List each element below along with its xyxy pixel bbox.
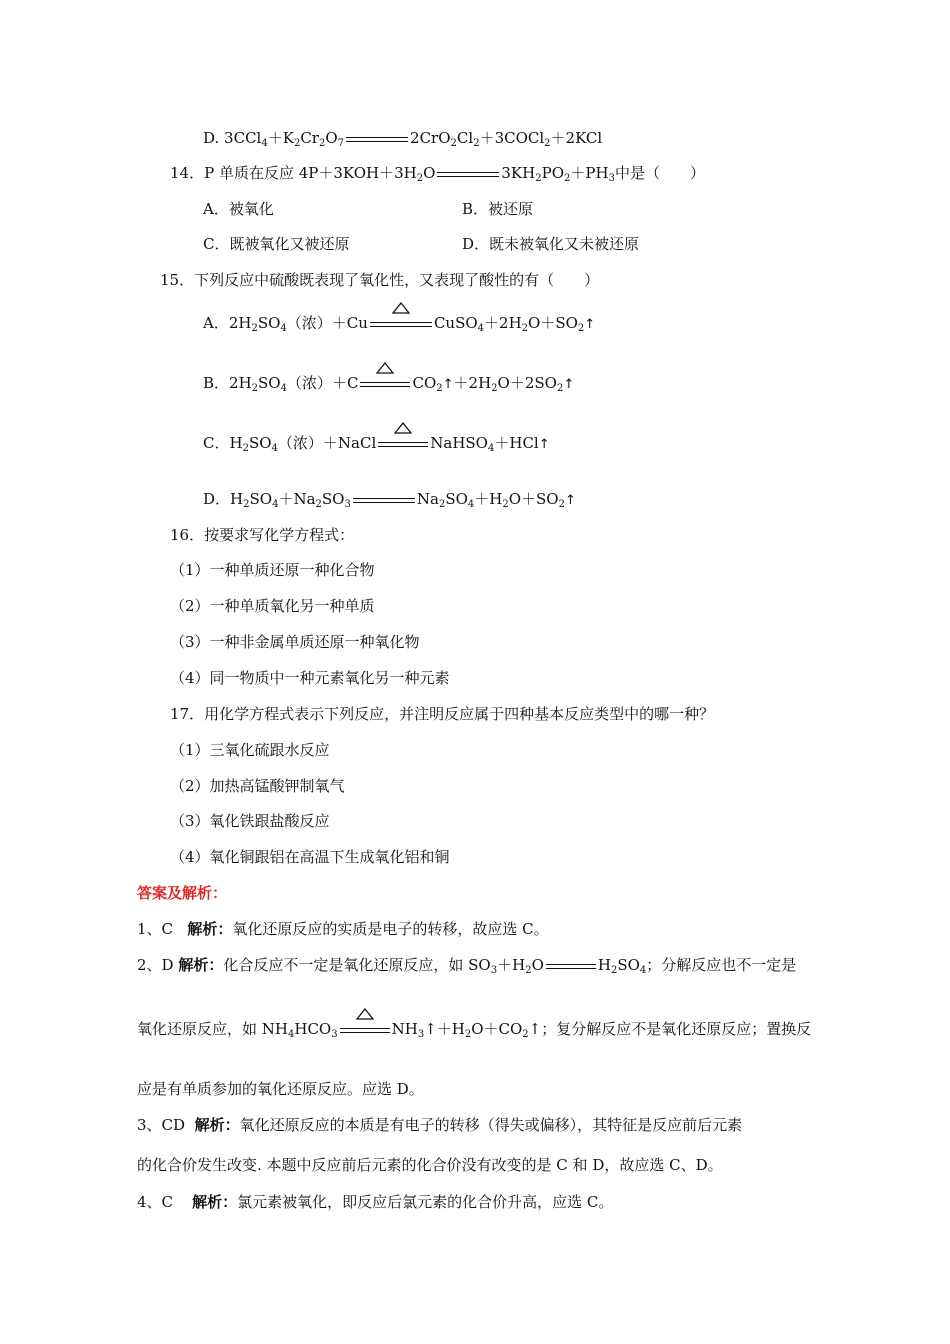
q17-item: （4）氧化铜跟铝在高温下生成氧化铝和铜 (170, 848, 450, 866)
equals-sign (353, 490, 415, 510)
q14-option-a: A．被氧化 (203, 200, 274, 218)
heat-triangle-icon (394, 422, 412, 434)
q13-option-d: D. $3CCl_4+K_2Cr_2O_7$ $2CrO_2Cl_2+3COCl_2+2KCl$ (203, 129, 603, 149)
q16-item: （4）同一物质中一种元素氧化另一种元素 (170, 669, 450, 687)
q15-option-b: B．$2H_2SO_4$（浓）＋C $CO_2↑+2H_2O+2SO_2↑$ (203, 373, 574, 395)
q15-option-c: C．$H_2SO_4$（浓）＋NaCl NaHSO$_4$＋HCl↑ (203, 433, 550, 455)
q16-item: （2）一种单质氧化另一种单质 (170, 597, 375, 615)
equation-lhs: $3CCl_4+K_2Cr_2O_7$ (224, 129, 345, 149)
answers-heading: 答案及解析： (137, 884, 228, 902)
gas-arrow-icon: ↑ (563, 377, 575, 392)
q17-stem: 17．用化学方程式表示下列反应，并注明反应属于四种基本反应类型中的哪一种？ (170, 705, 715, 723)
gas-arrow-icon: ↑ (538, 437, 550, 452)
answer-4: 4、C 解析：氯元素被氧化，即反应后氯元素的化合价升高，应选 C。 (137, 1193, 614, 1211)
equals-sign (437, 164, 499, 184)
heat-equals-sign (378, 434, 428, 454)
q14-option-c: C．既被氧化又被还原 (203, 235, 350, 253)
gas-arrow-icon: ↑ (584, 317, 596, 332)
heat-triangle-icon (356, 1008, 374, 1020)
answer-2-line-2: 氧化还原反应，如 $NH_4HCO_3$ $NH_3↑+H_2O+CO_2↑$；复分解反应不是氧化还原反应；置换反 (137, 1019, 811, 1040)
heat-equals-sign (360, 374, 410, 394)
heat-equals-sign (340, 1020, 390, 1040)
heat-triangle-icon (376, 362, 394, 374)
q17-item: （2）加热高锰酸钾制氧气 (170, 777, 345, 795)
q17-item: （1）三氧化硫跟水反应 (170, 741, 330, 759)
answer-2-line-1: 2、D 解析：化合反应不一定是氧化还原反应，如 $SO_3+H_2O$ $H_2SO_4$；分解反应也不一定是 (137, 956, 797, 976)
q14-option-d: D．既未被氧化又未被还原 (462, 235, 640, 253)
gas-arrow-icon: ↑ (564, 493, 576, 508)
equals-sign (546, 956, 596, 976)
answer-3-line-2: 的化合价发生改变. 本题中反应前后元素的化合价没有改变的是 C 和 D，故应选 C、D。 (137, 1156, 723, 1174)
q15-option-a: A．$2H_2SO_4$（浓）＋Cu $CuSO_4+2H_2O+SO_2↑$ (203, 313, 595, 335)
q15-stem: 15．下列反应中硫酸既表现了氧化性，又表现了酸性的有（ ） (160, 271, 600, 289)
equation-rhs: $2CrO_2Cl_2+3COCl_2+2KCl$ (410, 129, 603, 149)
heat-triangle-icon (392, 302, 410, 314)
answer-3-line-1: 3、CD 解析：氧化还原反应的本质是有电子的转移（得失或偏移），其特征是反应前后元素 (137, 1116, 743, 1134)
heat-equals-sign (370, 314, 432, 334)
answer-2-line-3: 应是有单质参加的氧化还原反应。应选 D。 (137, 1080, 424, 1098)
q15-option-d: D．$H_2SO_4+Na_2SO_3$ $Na_2SO_4+H_2O+SO_2↑$ (203, 490, 576, 510)
gas-arrow-icon: ↑ (442, 377, 454, 392)
equals-sign (346, 129, 408, 149)
q14-option-b: B．被还原 (462, 200, 534, 218)
q17-item: （3）氧化铁跟盐酸反应 (170, 812, 330, 830)
q16-item: （1）一种单质还原一种化合物 (170, 561, 375, 579)
answer-1: 1、C 解析：氧化还原反应的实质是电子的转移，故应选 C。 (137, 920, 549, 938)
q16-item: （3）一种非金属单质还原一种氧化物 (170, 633, 420, 651)
q14-stem: 14．P 单质在反应 $4P+3KOH+3H_2O$ $3KH_2PO_2+PH_3$中是（ ） (170, 164, 705, 184)
q16-stem: 16．按要求写化学方程式： (170, 526, 355, 544)
